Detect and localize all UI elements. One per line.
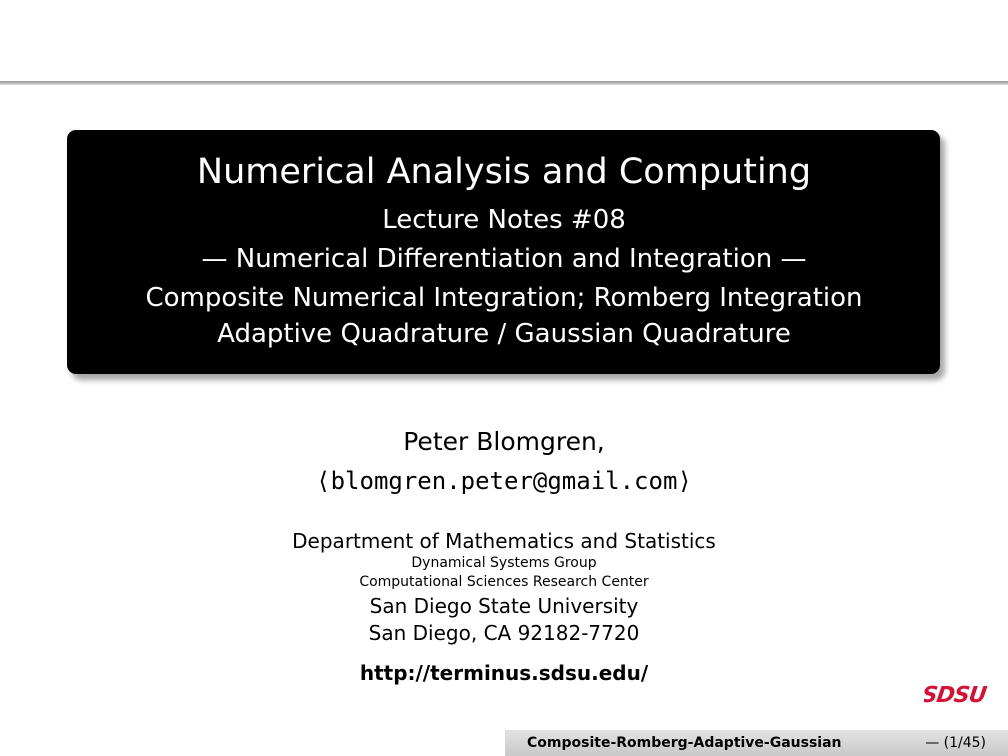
svg-text:SDSU: SDSU [924,682,988,706]
research-group: Dynamical Systems Group [411,555,597,571]
author-email: ⟨blomgren.peter@gmail.com⟩ [316,467,692,495]
lecture-topic: — Numerical Differentiation and Integration — [201,244,807,274]
department: Department of Mathematics and Statistics [292,529,716,553]
website-link[interactable]: http://terminus.sdsu.edu/ [359,661,649,685]
presentation-title: Numerical Analysis and Computing [196,152,812,192]
page-number: — (1/45) [925,735,986,751]
header-rule [0,81,1008,85]
university: San Diego State University [369,594,639,618]
address: San Diego, CA 92182-7720 [368,621,640,645]
lecture-number: Lecture Notes #08 [382,205,626,235]
footer-short-title: Composite-Romberg-Adaptive-Gaussian [527,735,842,751]
subtitle-line-2: Adaptive Quadrature / Gaussian Quadrature [217,319,791,349]
footer-bar [505,730,1008,756]
sdsu-logo [924,680,1000,706]
subtitle-line-1: Composite Numerical Integration; Romberg Integration [145,283,863,313]
research-center: Computational Sciences Research Center [359,574,649,590]
sdsu-logo-graphic [924,680,1000,706]
author-name: Peter Blomgren, [403,427,605,456]
